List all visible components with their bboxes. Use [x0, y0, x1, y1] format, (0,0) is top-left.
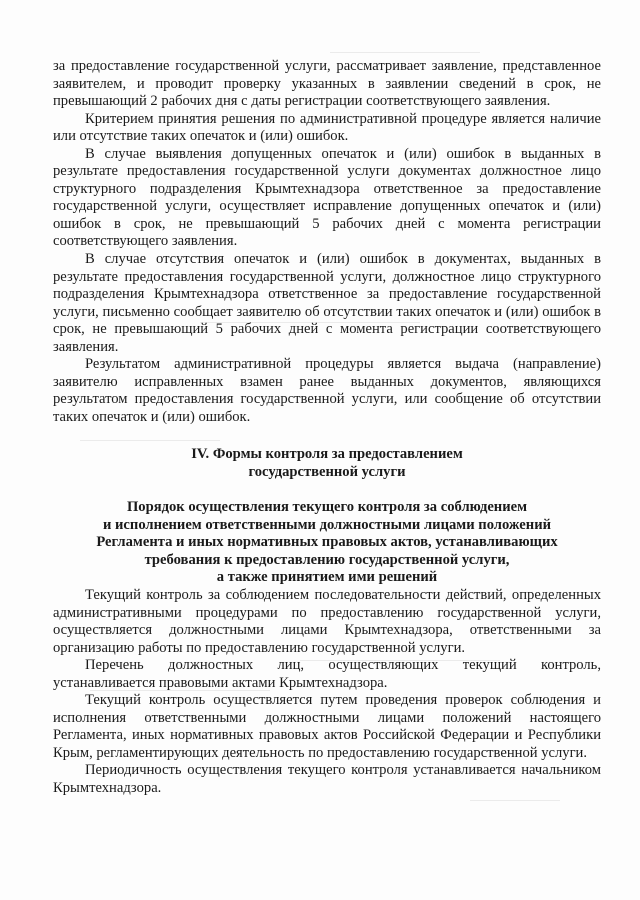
document-body	[53, 58, 601, 798]
paragraph: Периодичность осуществления текущего контроля устанавливается начальником Крымтехнадзора.	[53, 762, 601, 796]
paragraph: Результатом административной процедуры является выдача (направление) заявителю исправленных взамен ранее выданных документов, являющихся результатом предоставления государственной услуги, или сообщение об отсутствии таких опечаток и (или) ошибок.	[53, 356, 601, 425]
section-heading-line: государственной услуги	[248, 463, 406, 480]
paragraph: Перечень должностных лиц, осуществляющих текущий контроль, устанавливается правовыми актами Крымтехнадзора.	[53, 657, 601, 691]
subsection-heading-line: и исполнением ответственными должностными лицами положений	[102, 516, 552, 533]
paragraph: Критерием принятия решения по административной процедуре является наличие или отсутствие таких опечаток и (или) ошибок.	[53, 110, 601, 145]
scan-noise	[330, 52, 480, 53]
paragraph: за предоставление государственной услуги, рассматривает заявление, представленное заявителем, и проводит проверку указанных в заявлении сведений в срок, не превышающий 2 рабочих дня с даты регистрации соответствующего заявления.	[53, 58, 601, 110]
paragraph: В случае отсутствия опечаток и (или) ошибок в документах, выданных в результате предоставления государственной услуги, должностное лицо структурного подразделения Крымтехнадзора ответственное за предоставление государственной услуги, письменно сообщает заявителю об отсутствии таких опечаток и (или) ошибок в срок, не превышающий 5 рабочих дней с момента регистрации соответствующего заявления.	[53, 251, 601, 355]
subsection-heading-line: Регламента и иных нормативных правовых актов, устанавливающих	[96, 534, 558, 551]
section-heading-line: IV. Формы контроля за предоставлением	[191, 446, 463, 463]
paragraph: В случае выявления допущенных опечаток и (или) ошибок в выданных в результате предоставления государственной услуги документах должностное лицо структурного подразделения Крымтехнадзора ответственное за предоставление государственной услуги, осуществляет исправление допущенных опечаток и (или) ошибок в срок, не превышающий 5 рабочих дней с момента регистрации соответствующего заявления.	[53, 145, 601, 250]
subsection-heading	[53, 499, 601, 587]
subsection-heading-line: а также принятием ими решений	[216, 569, 438, 586]
section-heading	[53, 446, 601, 481]
paragraph: Текущий контроль за соблюдением последовательности действий, определенных административными процедурами по предоставлению государственной услуги, осуществляется должностными лицами Крымтехнадзора, ответственными за организацию работы по предоставлению государственной услуги.	[53, 586, 601, 656]
subsection-heading-line: Порядок осуществления текущего контроля за соблюдением	[126, 499, 528, 516]
paragraph: Текущий контроль осуществляется путем проведения проверок соблюдения и исполнения ответственными должностными лицами положений настоящего Регламента, иных нормативных правовых актов Российской Федерации и Республики Крым, регламентирующих деятельность по предоставлению государственной услуги.	[53, 692, 601, 761]
scan-noise	[470, 800, 560, 801]
subsection-heading-line: требования к предоставлению государственной услуги,	[144, 551, 510, 568]
